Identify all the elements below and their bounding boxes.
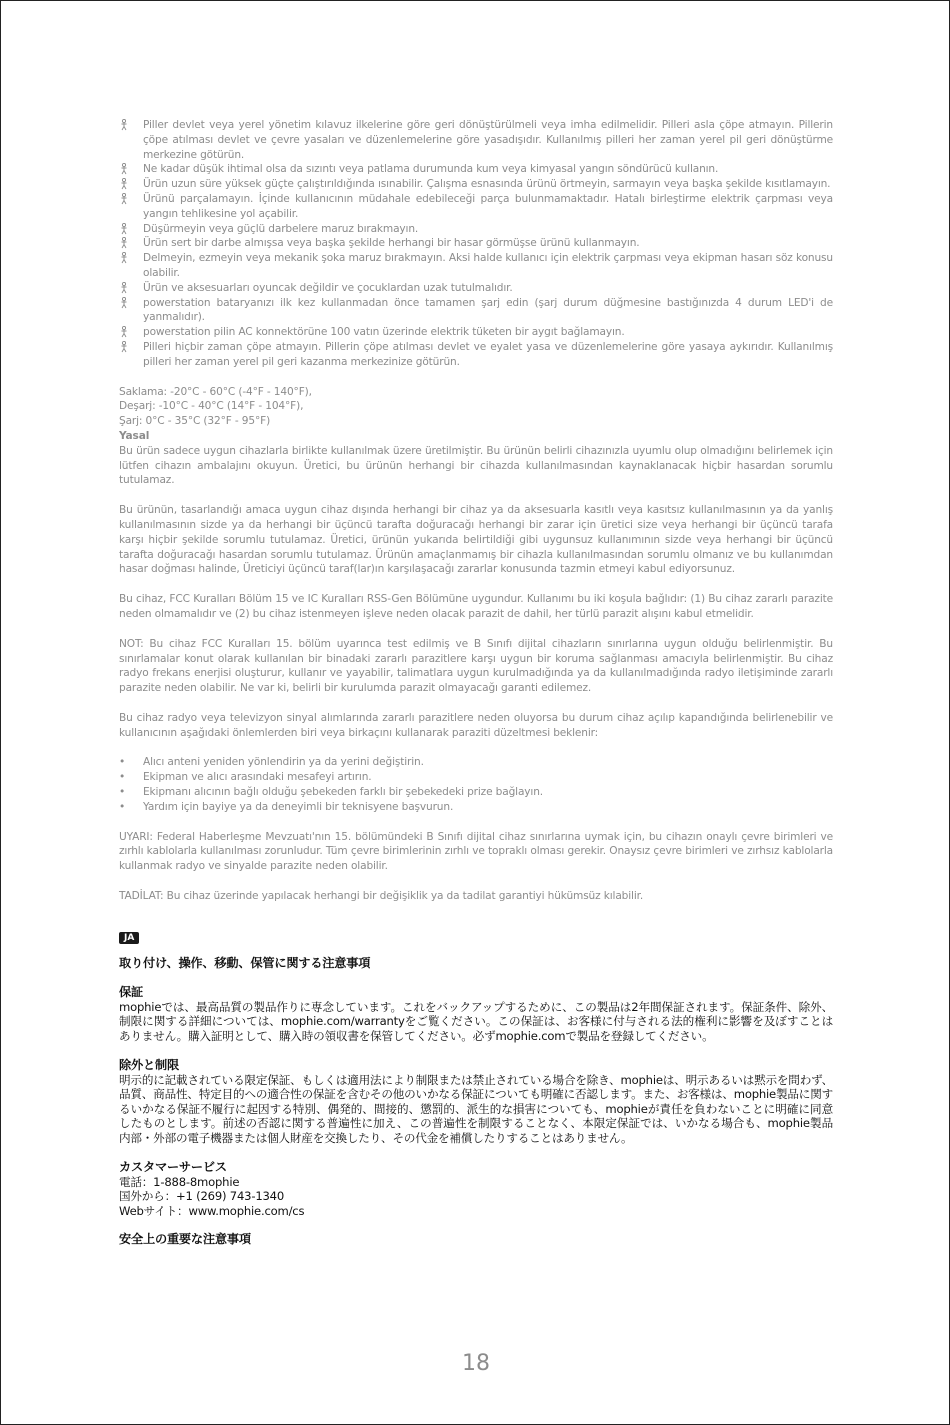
warning-item: Ürün ve aksesuarları oyuncak değildir ve çocuklardan uzak tutulmalıdır.	[119, 281, 833, 296]
international-phone-line: 国外から：+1 (269) 743-1340	[119, 1189, 285, 1204]
list-item: • Ekipmanı alıcının bağlı olduğu şebekeden farklı bir şebekedeki prize bağlayın.	[119, 786, 543, 799]
bullet-icon: •	[119, 800, 126, 813]
warning-item: Ürün uzun süre yüksek güçte çalıştırıldığında ısınabilir. Çalışma esnasında ürünü örtmeyin, sarmayın veya başka şekilde kısıtlamayın.	[119, 177, 833, 192]
warning-item: Delmeyin, ezmeyin veya mekanik şoka maruz bırakmayın. Aksi halde kullanıcı için elektrik çarpması veya ekipman hasarı söz konusu olabilir.	[119, 251, 833, 281]
interference-measures-list	[119, 755, 833, 814]
warning-item: Ürün sert bir darbe almışsa veya başka şekilde herhangi bir hasar görmüşse ürünü kullanmayın.	[119, 236, 833, 251]
list-item: • Yardım için bayiye ya da deneyimli bir teknisyene başvurun.	[119, 800, 454, 813]
website-line: Webサイト：www.mophie.com/cs	[119, 1203, 305, 1218]
battery-person-icon	[119, 237, 129, 249]
page-number: 18	[462, 1351, 490, 1376]
battery-person-icon	[119, 326, 129, 338]
bullet-icon: •	[119, 786, 126, 799]
modification-paragraph: TADİLAT: Bu cihaz üzerinde yapılacak herhangi bir değişiklik ya da tadilat garantiyi hükümsüz kılabilir.	[119, 890, 644, 903]
liability-paragraph: Bu ürünün, tasarlandığı amaca uygun cihaz dışında herhangi bir cihaz ya da aksesuarla kasıtlı veya kasıtsız kullanılmasının ya da yanlış kullanılmasının sizde ya da herhangi bir üçüncü tarafta doğuracağı herhangi bir zarar için üretici size veya herhangi bir üçüncü tarafa karşı hiçbir şekilde sorumlu tutulamaz. Üretici, ürünün yukarıda belirtildiği gibi uygunsuz kullanımının sizde veya herhangi bir üçüncü tarafta doğuracağı hasardan sorumlu tutulamaz. Ürünün amaçlanmamış bir cihazla kullanılmasından sorumlu olmanız ve bu kullanımdan hasar doğması halinde, Üreticiyi üçüncü taraf(lar)ın karşılaşacağı zararlar konusunda tazmin etmeyi kabul ediyorsunuz.	[119, 504, 833, 576]
warranty-paragraph: mophieでは、最高品質の製品作りに専念しています。これをバックアップするために、この製品は2年間保証されます。保証条件、除外、制限に関する詳細については、mophie.com/warrantyをご覧ください。この保証は、お客様に付与される法的権利に影響を及ぼすことはありません。購入証明として、購入時の領収書を保管してください。必ずmophie.comで製品を登録してください。	[119, 999, 833, 1044]
warning-item: Düşürmeyin veya güçlü darbelere maruz bırakmayın.	[119, 222, 833, 237]
battery-person-icon	[119, 223, 129, 235]
customer-service-heading: カスタマーサービス	[119, 1159, 227, 1174]
warning-item: Pilleri hiçbir zaman çöpe atmayın. Pillerin çöpe atılması devlet ve eyalet yasa ve düzenlemelerine göre yasaya aykırıdır. Kullanılmış pilleri her zaman yerel pil geri kazanma merkezinize götürün.	[119, 340, 833, 370]
legal-paragraph: Bu ürün sadece uygun cihazlarla birlikte kullanılmak üzere üretilmiştir. Bu ürünün belirli cihazınızla uyumlu olup olmadığını belirlemek için lütfen cihazın ambalajını okuyun. Üretici, bu ürünün herhangi bir cihazda kullanılmasından kaynaklanacak hiçbir hasardan sorumlu tutulamaz.	[119, 444, 833, 487]
language-badge: JA	[119, 932, 139, 944]
battery-person-icon	[119, 252, 129, 264]
fcc-paragraph: Bu cihaz, FCC Kuralları Bölüm 15 ve IC Kuralları RSS-Gen Bölümüne uygundur. Kullanımı bu iki koşula bağlıdır: (1) Bu cihaz zararlı parazite neden olmamalıdır ve (2) bu cihaz istenmeyen işleve neden olacak parazit de dahil, her türlü parazit alışını kabul etmelidir.	[119, 593, 833, 620]
warning-item: Ne kadar düşük ihtimal olsa da sızıntı veya patlama durumunda kum veya kimyasal yangın söndürücü kullanın.	[119, 162, 833, 177]
warning-paragraph: UYARI: Federal Haberleşme Mevzuatı'nın 15. bölümündeki B Sınıfı dijital cihaz sınırlarına uymak için, bu cihazın onaylı çevre birimleri ve zırhlı kablolarla kullanılması zorunludur. Tüm çevre birimlerinin zırhlı ve topraklı olması gerekir. Onaysız çevre birimleri ve zırhsız kablolarla kullanmak radyo ve sinyalde parazite neden olabilir.	[119, 830, 833, 873]
warning-item: Ürünü parçalamayın. İçinde kullanıcının müdahale edebileceği parça bulunmamaktadır. Hatalı birleştirme elektrik çarpması veya yangın tehlikesine yol açabilir.	[119, 192, 833, 222]
discharge-temp: Deşarj: -10°C - 40°C (14°F - 104°F),	[119, 400, 304, 413]
warning-item: Piller devlet veya yerel yönetim kılavuz ilkelerine göre geri dönüştürülmeli veya imha edilmelidir. Pilleri asla çöpe atmayın. Pillerin çöpe atılması devlet ve çevre yasaları ve düzenlemelerine göre yasadışıdır. Kullanılmış pilleri her zaman yerel pil geri dönüştürme merkezine götürün.	[119, 118, 833, 162]
list-item: • Ekipman ve alıcı arasındaki mesafeyi artırın.	[119, 771, 372, 784]
safety-heading: 安全上の重要な注意事項	[119, 1232, 251, 1247]
battery-person-icon	[119, 193, 129, 205]
phone-line: 電話：1-888-8mophie	[119, 1174, 240, 1189]
battery-person-icon	[119, 282, 129, 294]
note-paragraph: NOT: Bu cihaz FCC Kuralları 15. bölüm uyarınca test edilmiş ve B Sınıfı dijital cihazların sınırlarına uygun olduğu belirlenmiştir. Bu sınırlamalar konut olarak kullanılan bir binadaki zararlı parazitlere karşı uygun bir koruma sağlanması amacıyla belirlenmiştir. Bu cihaz radyo frekans enerjisi oluşturur, kullanır ve yayabilir, talimatlara uygun kurulmadığında ya da kullanılmadığında radyo iletişiminde zararlı parazite neden olabilir. Ne var ki, belirli bir kurulumda parazit olmayacağı garanti edilemez.	[119, 637, 833, 695]
storage-temp: Saklama: -20°C - 60°C (-4°F - 140°F),	[119, 385, 312, 398]
exclusions-heading: 除外と制限	[119, 1057, 179, 1072]
page-content	[119, 118, 833, 1247]
list-item: • Alıcı anteni yeniden yönlendirin ya da yerini değiştirin.	[119, 756, 424, 769]
battery-person-icon	[119, 119, 129, 131]
warranty-heading: 保証	[119, 984, 143, 999]
japanese-section	[119, 956, 833, 1248]
japanese-main-heading: 取り付け、操作、移動、保管に関する注意事項	[119, 955, 371, 970]
exclusions-paragraph: 明示的に記載されている限定保証、もしくは適用法により制限または禁止されている場合を除き、mophieは、明示あるいは黙示を問わず、品質、商品性、特定目的への適合性の保証を含むその他のいかなる保証についても明確に否認します。また、お客様は、mophie製品に関するいかなる保証不履行に起因する特別、偶発的、間接的、懲罰的、派生的な損害についても、mophieが責任を負わないことに明確に同意したものとします。前述の否認に関する普遍性に加え、この普遍性を制限することなく、本限定保証では、いかなる場合も、mophie製品内部・外部の電子機器または個人財産を交換したり、その代金を補償したりすることはありません。	[119, 1072, 833, 1146]
safety-warning-list	[119, 118, 833, 370]
bullet-icon: •	[119, 771, 126, 784]
charge-temp: Şarj: 0°C - 35°C (32°F - 95°F)	[119, 415, 271, 428]
battery-person-icon	[119, 178, 129, 190]
warning-item: powerstation bataryanızı ilk kez kullanmadan önce tamamen şarj edin (şarj durum düğmesine bastığınızda 4 durum LED'i de yanmalıdır).	[119, 296, 833, 326]
battery-person-icon	[119, 163, 129, 175]
battery-person-icon	[119, 297, 129, 309]
warning-item: powerstation pilin AC konnektörüne 100 vatın üzerinde elektrik tüketen bir aygıt bağlamayın.	[119, 325, 833, 340]
interference-paragraph: Bu cihaz radyo veya televizyon sinyal alımlarında zararlı parazitlere neden oluyorsa bu durum cihaz açılıp kapandığında belirlenebilir ve kullanıcının aşağıdaki önlemlerden biri veya birkaçını kullanarak paraziti düzeltmesi beklenir:	[119, 711, 833, 739]
battery-person-icon	[119, 341, 129, 353]
legal-heading: Yasal	[119, 429, 150, 442]
turkish-section	[119, 118, 833, 904]
temperature-specs	[119, 385, 833, 429]
bullet-icon: •	[119, 756, 126, 769]
